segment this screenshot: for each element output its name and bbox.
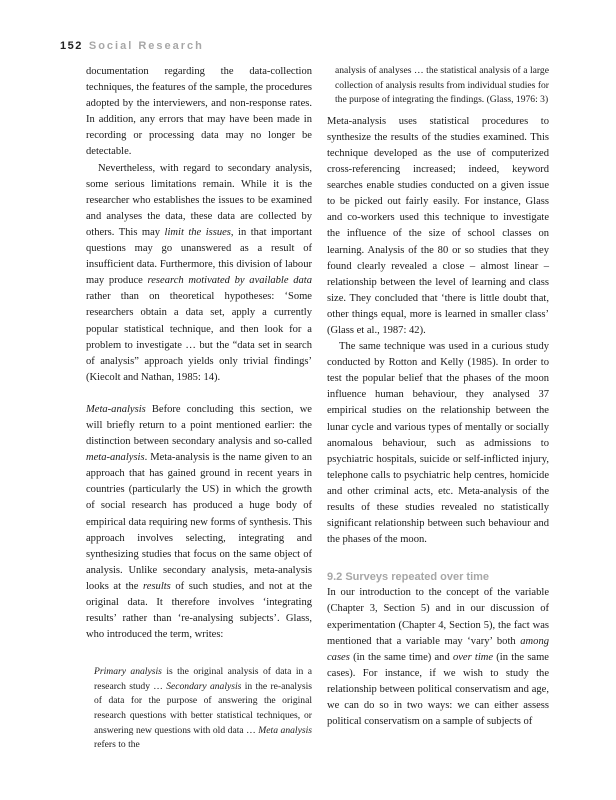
- text-run: , in that important questions may go unanswered as a result of insufficient data. Furthermore, this division of labour may produce: [86, 226, 312, 287]
- running-header: [60, 40, 204, 52]
- italic-run: among cases: [327, 635, 549, 663]
- paragraph: [327, 339, 549, 548]
- block-quote-continued: [335, 64, 549, 108]
- italic-run: Meta analysis: [258, 724, 312, 736]
- text-run: Meta-analysis uses statistical procedures to synthesize the results of the studies examined. This technique developed as the use of computerized cross-referencing increased; indeed, keyword searches enable studies conducted on a given issue to be picked out fairly easily. For instance, Glass and co-workers used this technique to investigate the influence of the size of school classes on learning. Analysis of the 80 or so studies that they found clearly revealed a close – almost linear – relationship between the level of learning and class size. They concluded that ‘there is little doubt that, other things equal, more is learned in smaller class’ (Glass et al., 1987: 42).: [327, 115, 549, 336]
- paragraph: [86, 64, 312, 161]
- italic-run: Meta-analysis: [86, 403, 146, 415]
- paragraph: [86, 161, 312, 386]
- italic-run: limit the issues: [164, 226, 231, 238]
- section-heading: 9.2 Surveys repeated over time: [327, 571, 490, 584]
- italic-run: over time: [452, 651, 494, 663]
- italic-run: Secondary analysis: [166, 680, 242, 692]
- text-run: In our introduction to the concept of the variable (Chapter 3, Section 5) and in our discussion of experimentation (Chapter 4, Section 5), the fact was mentioned that a variable may ‘vary’ both: [327, 587, 549, 647]
- text-run: rather than on theoretical hypotheses: ‘Some researchers obtain a data set, apply a currently popular statistical technique, and then look for a problem to investigate … but the “data set in search of analysis” approach yields only trivial findings’ (Kiecolt and Nathan, 1985: 14).: [86, 291, 312, 383]
- text-run: (in the same cases). For instance, if we wish to study the relationship between political conservatism and age, we can do so in two ways: we can either assess political conservatism on a sample of subjects of: [327, 651, 549, 728]
- text-run: (in the same time) and: [349, 651, 453, 663]
- text-run: The same technique was used in a curious study conducted by Rotton and Kelly (1985). In order to test the popular belief that the phases of the moon influence human behaviour, they analysed 37 empirical studies on the relationship between the lunar cycle and various types of mentally or socially anomalous behaviour, such as admissions to psychiatric hospitals, suicide or self-inflicted injury, telephone calls to psychiatric help centres, homicide and other criminal acts, etc. Meta-analysis of the results of these studies revealed no statistically significant relationship between such behaviour and the phases of the moon.: [327, 341, 549, 546]
- text-run: in the re-analysis of data for the purpose of answering the original research questions with better statistical techniques, or answering new questions with old data …: [94, 680, 313, 736]
- right-column: [327, 64, 549, 730]
- text-run: analysis of analyses … the statistical analysis of a large collection of analysis results from individual studies for the purpose of integrating the findings. (Glass, 1976: 3): [335, 65, 549, 106]
- paragraph: [327, 585, 549, 730]
- block-quote: [94, 665, 312, 753]
- italic-run: research motivated by available data: [147, 275, 312, 287]
- text-run: . Meta-analysis is the name given to an approach that has gained ground in recent years in countries (particularly the US) in which the growth of social research has produced a huge body of empirical data requiring new forms of synthesis. This approach involves selecting, integrating and synthesizing studies that focus on the same object of analysis. Unlike secondary analysis, meta-analysis looks at the: [86, 452, 312, 592]
- left-column: [86, 64, 312, 753]
- italic-run: Primary analysis: [94, 666, 162, 678]
- text-run: refers to the: [94, 739, 140, 751]
- italic-run: meta-analysis: [86, 452, 145, 464]
- text-run: of such studies, and not at the original data. It therefore involves ‘integrating results’ rather than ‘re-analysing subjects’. Glass, who introduced the term, writes:: [86, 580, 312, 641]
- text-run: Nevertheless, with regard to secondary analysis, some serious limitations remain. While it is the researcher who establishes the issues to be examined and analyses the data, these data are collected by others. This may: [86, 162, 312, 238]
- italic-run: results: [143, 580, 171, 592]
- text-run: documentation regarding the data-collection techniques, the features of the sample, the procedures adopted by the interviewers, and non-response rates. In addition, any errors that may have been made in recording or processing data may no longer be detectable.: [86, 66, 312, 158]
- page-number: 152: [60, 40, 83, 52]
- paragraph-meta-analysis: [86, 402, 312, 643]
- text-run: is the original analysis of data in a research study …: [94, 666, 312, 692]
- paragraph: [327, 114, 549, 339]
- text-run: Before concluding this section, we will briefly return to a point mentioned earlier: the distinction between secondary analysis and so-called: [86, 403, 312, 448]
- running-title: Social Research: [88, 40, 204, 52]
